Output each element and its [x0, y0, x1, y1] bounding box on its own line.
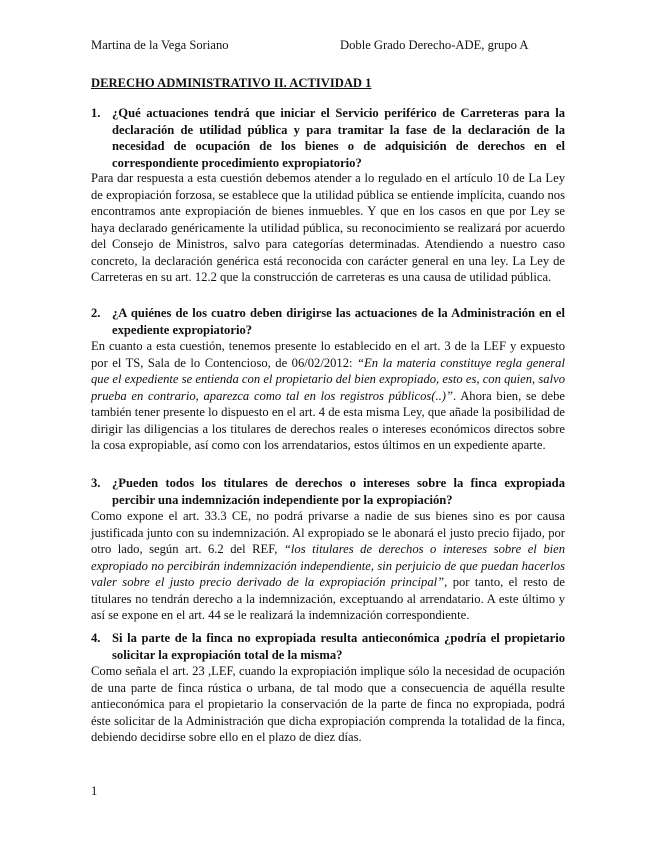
- answer-2: [91, 338, 565, 454]
- question-text: ¿A quiénes de los cuatro deben dirigirse las actuaciones de la Administración en el expediente expropiatorio?: [112, 306, 565, 337]
- question-text: ¿Pueden todos los titulares de derechos o intereses sobre la finca expropiada percibir una indemnización independiente por la expropiación?: [112, 476, 565, 507]
- question-text: ¿Qué actuaciones tendrá que iniciar el Servicio periférico de Carreteras para la declaración de utilidad pública y para tramitar la fase de la declaración de la necesidad de ocupación de los bienes o de adquisición de derechos en el correspondiente procedimiento expropiatorio?: [112, 106, 565, 170]
- question-number: 2.: [91, 306, 101, 320]
- document-title: DERECHO ADMINISTRATIVO II. ACTIVIDAD 1: [91, 76, 372, 90]
- answer-3: [91, 508, 565, 624]
- answer-text-continued: . Ahora bien, se debe también tener presente lo dispuesto en el art. 4 de esta misma Ley, que añade la posibilidad de dirigir las diligencias a los titulares de derechos reales o intereses económicos directos sobre la cosa expropiable, así como con los arrendatarios, estos últimos en un expediente aparte.: [91, 388, 565, 452]
- answer-text: En cuanto a esta cuestión, tenemos presente lo establecido en el art. 3 de la LEF y expuesto por el TS, Sala de lo Contencioso, de 06/02/2012:: [91, 339, 565, 370]
- question-1: [91, 105, 565, 171]
- answer-quote: “En la materia constituye regla general que el expediente se entienda con el propietario del bien expropiado, esto es, con quien, salvo prueba en contrario, aparezca como tal en los registros públicos(..)”: [91, 355, 565, 403]
- question-number: 1.: [91, 106, 101, 120]
- question-number: 4.: [91, 631, 101, 645]
- answer-text-continued: , por tanto, el resto de titulares no tendrán derecho a la indemnización, exceptuando al arrendatario. A este último y así se expone en el art. 44 se le realizará la indemnización correspondiente.: [91, 575, 565, 622]
- answer-text: Como expone el art. 33.3 CE, no podrá privarse a nadie de sus bienes sino es por causa justificada junto con su indemnización. Al expropiado se le abonará el justo precio fijado, por otro lado, según art. 6.2 del REF,: [91, 509, 565, 556]
- answer-quote: “los titulares de derechos o intereses sobre el bien expropiado no percibirán indemnización independiente, sin perjuicio de que puedan hacerlos valer sobre el justo precio derivado de la expropiación principal”: [91, 542, 565, 589]
- header-author: Martina de la Vega Soriano: [91, 38, 229, 52]
- question-number: 3.: [91, 476, 101, 490]
- answer-1: Para dar respuesta a esta cuestión debemos atender a lo regulado en el artículo 10 de La Ley de expropiación forzosa, se establece que la utilidad pública se entiende implícita, cuando nos encontramos ante expropiación de bienes inmuebles. Y que en los casos en que por Ley se haya declarado genéricamente la utilidad pública, su reconocimiento se realizará por acuerdo del Consejo de Ministros, salvo para categorías determinadas. Atendiendo a nuestro caso concreto, la declaración genérica está reconocida con carácter general en una ley. La Ley de Carreteras en su art. 12.2 que la construcción de carreteras es una causa de utilidad pública.: [91, 171, 565, 284]
- header-course: Doble Grado Derecho-ADE, grupo A: [340, 38, 529, 52]
- question-3: [91, 475, 565, 508]
- answer-4: Como señala el art. 23 ,LEF, cuando la expropiación implique sólo la necesidad de ocupación de una parte de finca rústica o urbana, de tal modo que a consecuencia de aquélla resulte antieconómica para el propietario la conservación de la parte de finca no expropiada, podrá éste solicitar de la Administración que dicha expropiación comprenda la totalidad de la finca, debiendo decidirse sobre ello en el plazo de diez días.: [91, 664, 565, 744]
- question-2: [91, 305, 565, 338]
- question-text: Si la parte de la finca no expropiada resulta antieconómica ¿podría el propietario solicitar la expropiación total de la misma?: [112, 631, 565, 662]
- question-4: [91, 630, 565, 663]
- page-number: 1: [91, 784, 98, 798]
